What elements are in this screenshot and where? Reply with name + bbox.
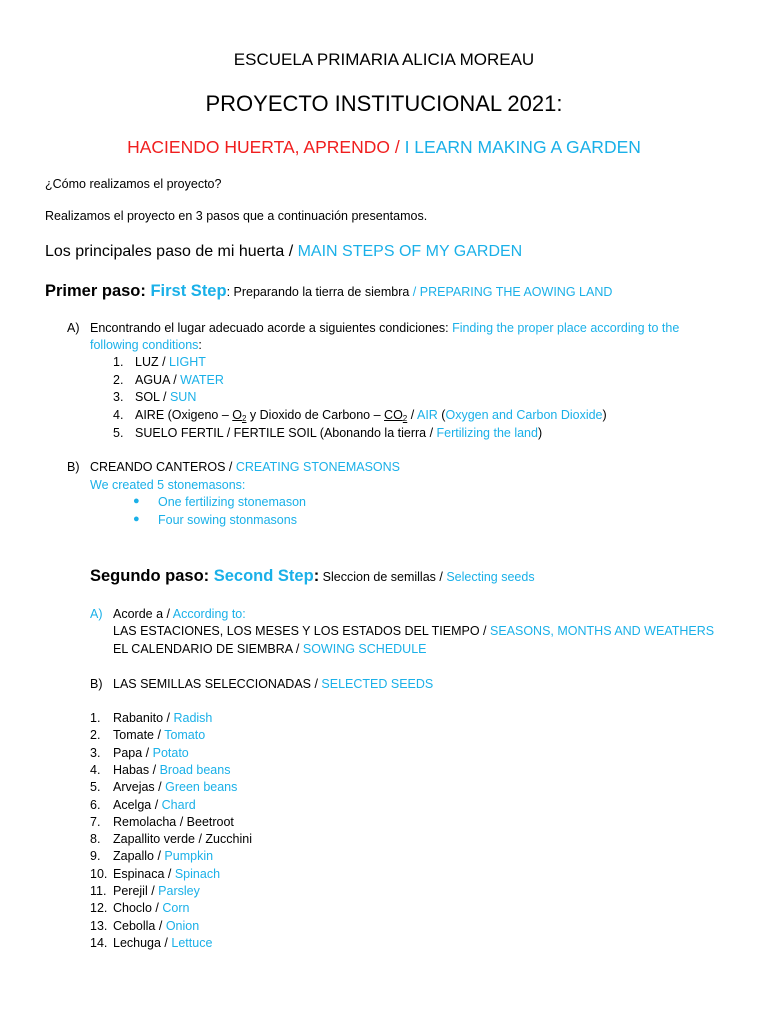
condition-english: SUN: [169, 390, 197, 404]
subtitle-spanish: HACIENDO HUERTA, APRENDO /: [127, 137, 405, 157]
seed-number: 7.: [90, 815, 101, 829]
step2-colon: :: [313, 567, 320, 585]
condition-english: AIR: [416, 408, 438, 422]
step2-b-text: [113, 677, 433, 691]
seed-spanish: Zapallo /: [113, 849, 165, 863]
seed-english: Spinach: [174, 867, 221, 881]
condition-spanish: SUELO FERTIL / FERTILE SOIL (Abonando la tierra /: [135, 426, 437, 440]
step1-description-english: / PREPARING THE AOWING LAND: [412, 285, 613, 299]
stonemason-bullet: One fertilizing stonemason: [158, 495, 306, 509]
seed-english: Beetroot: [186, 815, 234, 829]
step2-a-line3-english: SOWING SCHEDULE: [302, 642, 427, 656]
subtitle-english: I LEARN MAKING A GARDEN: [404, 137, 641, 157]
seed-item: [113, 728, 205, 742]
step2-b-english: SELECTED SEEDS: [321, 677, 434, 691]
step2-a-text: [113, 607, 246, 621]
condition-spanish: SOL /: [135, 390, 170, 404]
step1-b-letter: B): [67, 460, 80, 474]
seed-item: [113, 901, 189, 915]
seed-item: [113, 746, 189, 760]
seed-number: 5.: [90, 780, 101, 794]
seed-english: Onion: [165, 919, 200, 933]
seed-item: [113, 815, 234, 829]
seed-number: 10.: [90, 867, 108, 881]
step2-b-letter: B): [90, 677, 103, 691]
step2-a-line2-spanish: LAS ESTACIONES, LOS MESES Y LOS ESTADOS DEL TIEMPO /: [113, 624, 490, 638]
condition-item: [135, 408, 607, 423]
step1-a-text: [90, 321, 679, 335]
step1-label-english: First Step: [150, 282, 227, 300]
seed-number: 8.: [90, 832, 101, 846]
step1-a-english: Finding the proper place according to the: [452, 321, 680, 335]
paren-close: ): [537, 426, 543, 440]
main-steps-spanish: Los principales paso de mi huerta /: [45, 243, 298, 260]
seed-number: 9.: [90, 849, 101, 863]
seed-spanish: Rabanito /: [113, 711, 174, 725]
seed-number: 2.: [90, 728, 101, 742]
oxygen-subscript: 2: [242, 414, 247, 423]
step2-label: Segundo paso:: [90, 567, 214, 585]
bullet-icon: ●: [133, 513, 140, 525]
condition-number: 4.: [113, 408, 124, 422]
seed-item: [113, 884, 200, 898]
bullet-icon: ●: [133, 495, 140, 507]
condition-spanish: AGUA /: [135, 373, 181, 387]
main-steps-heading: [45, 243, 522, 261]
project-subtitle: [0, 137, 768, 158]
project-title: PROYECTO INSTITUCIONAL 2021:: [205, 91, 563, 116]
condition-english: LIGHT: [169, 355, 206, 369]
condition-item: [135, 355, 206, 369]
condition-english-detail: Oxygen and Carbon Dioxide: [445, 408, 603, 422]
paren-close: ): [602, 408, 607, 422]
seed-number: 14.: [90, 936, 108, 950]
seed-item: [113, 832, 252, 846]
condition-english: Fertilizing the land: [436, 426, 538, 440]
seed-english: Tomato: [164, 728, 206, 742]
condition-number: 2.: [113, 373, 124, 387]
step1-b-subtext: We created 5 stonemasons:: [90, 478, 246, 492]
seed-spanish: Lechuga /: [113, 936, 172, 950]
step2-a-line2-english: SEASONS, MONTHS AND WEATHERS: [489, 624, 715, 638]
step2-a-line3-spanish: EL CALENDARIO DE SIEMBRA /: [113, 642, 303, 656]
seed-english: Green beans: [165, 780, 238, 794]
seed-item: [113, 798, 196, 812]
step1-label: Primer paso:: [45, 282, 151, 300]
co2-formula: CO: [384, 408, 403, 422]
main-steps-english: MAIN STEPS OF MY GARDEN: [297, 243, 523, 260]
step2-a-letter: A): [90, 607, 103, 621]
seed-spanish: Cebolla /: [113, 919, 166, 933]
intro-question: ¿Cómo realizamos el proyecto?: [45, 177, 222, 191]
step2-a-line2: [113, 624, 714, 638]
seed-spanish: Acelga /: [113, 798, 162, 812]
seed-english: Potato: [152, 746, 189, 760]
co2-subscript: 2: [402, 414, 408, 423]
seed-english: Chard: [161, 798, 196, 812]
seed-spanish: Choclo /: [113, 901, 163, 915]
seed-item: [113, 919, 199, 933]
seed-spanish: Remolacha /: [113, 815, 187, 829]
intro-answer: Realizamos el proyecto en 3 pasos que a continuación presentamos.: [45, 209, 428, 223]
seed-spanish: Espinaca /: [113, 867, 175, 881]
seed-spanish: Tomate /: [113, 728, 165, 742]
seed-spanish: Arvejas /: [113, 780, 166, 794]
seed-number: 6.: [90, 798, 101, 812]
step1-a-letter: A): [67, 321, 80, 335]
step1-heading: [45, 282, 612, 301]
step1-b-text: [90, 460, 400, 474]
seed-english: Zucchini: [205, 832, 252, 846]
seed-number: 3.: [90, 746, 101, 760]
condition-spanish-mid: y Dioxido de Carbono –: [246, 408, 385, 422]
step2-a-english: According to:: [172, 607, 246, 621]
seed-item: [113, 780, 237, 794]
step2-label-english: Second Step: [213, 567, 314, 585]
seed-english: Pumpkin: [164, 849, 214, 863]
step1-a-english-cont: following conditions: [90, 338, 199, 352]
step2-description: Sleccion de semillas /: [319, 570, 447, 584]
seed-item: [113, 867, 220, 881]
seed-item: [113, 936, 212, 950]
step1-description: : Preparando la tierra de siembra: [226, 285, 413, 299]
step1-b-spanish: CREANDO CANTEROS /: [90, 460, 236, 474]
oxygen-formula: O: [232, 408, 242, 422]
seed-spanish: Habas /: [113, 763, 160, 777]
paren-open: (: [437, 408, 446, 422]
seed-english: Corn: [162, 901, 190, 915]
seed-english: Radish: [173, 711, 213, 725]
condition-separator: /: [407, 408, 417, 422]
step2-a-spanish: Acorde a /: [113, 607, 173, 621]
condition-number: 3.: [113, 390, 124, 404]
condition-spanish: LUZ /: [135, 355, 170, 369]
condition-item: [135, 426, 542, 440]
step1-a-text-cont: [90, 338, 202, 352]
condition-number: 5.: [113, 426, 124, 440]
seed-english: Lettuce: [171, 936, 213, 950]
step1-a-spanish: Encontrando el lugar adecuado acorde a siguientes condiciones:: [90, 321, 453, 335]
step2-description-english: Selecting seeds: [446, 570, 535, 584]
step2-b-spanish: LAS SEMILLAS SELECCIONADAS /: [113, 677, 322, 691]
seed-item: [113, 711, 212, 725]
seed-english: Broad beans: [159, 763, 231, 777]
seed-number: 4.: [90, 763, 101, 777]
seed-item: [113, 849, 213, 863]
step1-a-colon: :: [198, 338, 202, 352]
school-name: ESCUELA PRIMARIA ALICIA MOREAU: [233, 50, 535, 69]
seed-item: [113, 763, 230, 777]
condition-spanish: AIRE (Oxigeno –: [135, 408, 233, 422]
seed-number: 11.: [90, 884, 107, 898]
seed-number: 13.: [90, 919, 108, 933]
step2-a-line3: [113, 642, 427, 656]
stonemason-bullet: Four sowing stonmasons: [158, 513, 297, 527]
condition-english: WATER: [180, 373, 224, 387]
seed-number: 12.: [90, 901, 108, 915]
step2-heading: [90, 567, 535, 586]
step1-b-english: CREATING STONEMASONS: [235, 460, 401, 474]
condition-item: [135, 390, 196, 404]
seed-english: Parsley: [158, 884, 200, 898]
seed-spanish: Papa /: [113, 746, 153, 760]
seed-spanish: Perejil /: [113, 884, 159, 898]
seed-number: 1.: [90, 711, 101, 725]
condition-item: [135, 373, 224, 387]
condition-number: 1.: [113, 355, 124, 369]
seed-spanish: Zapallito verde /: [113, 832, 206, 846]
